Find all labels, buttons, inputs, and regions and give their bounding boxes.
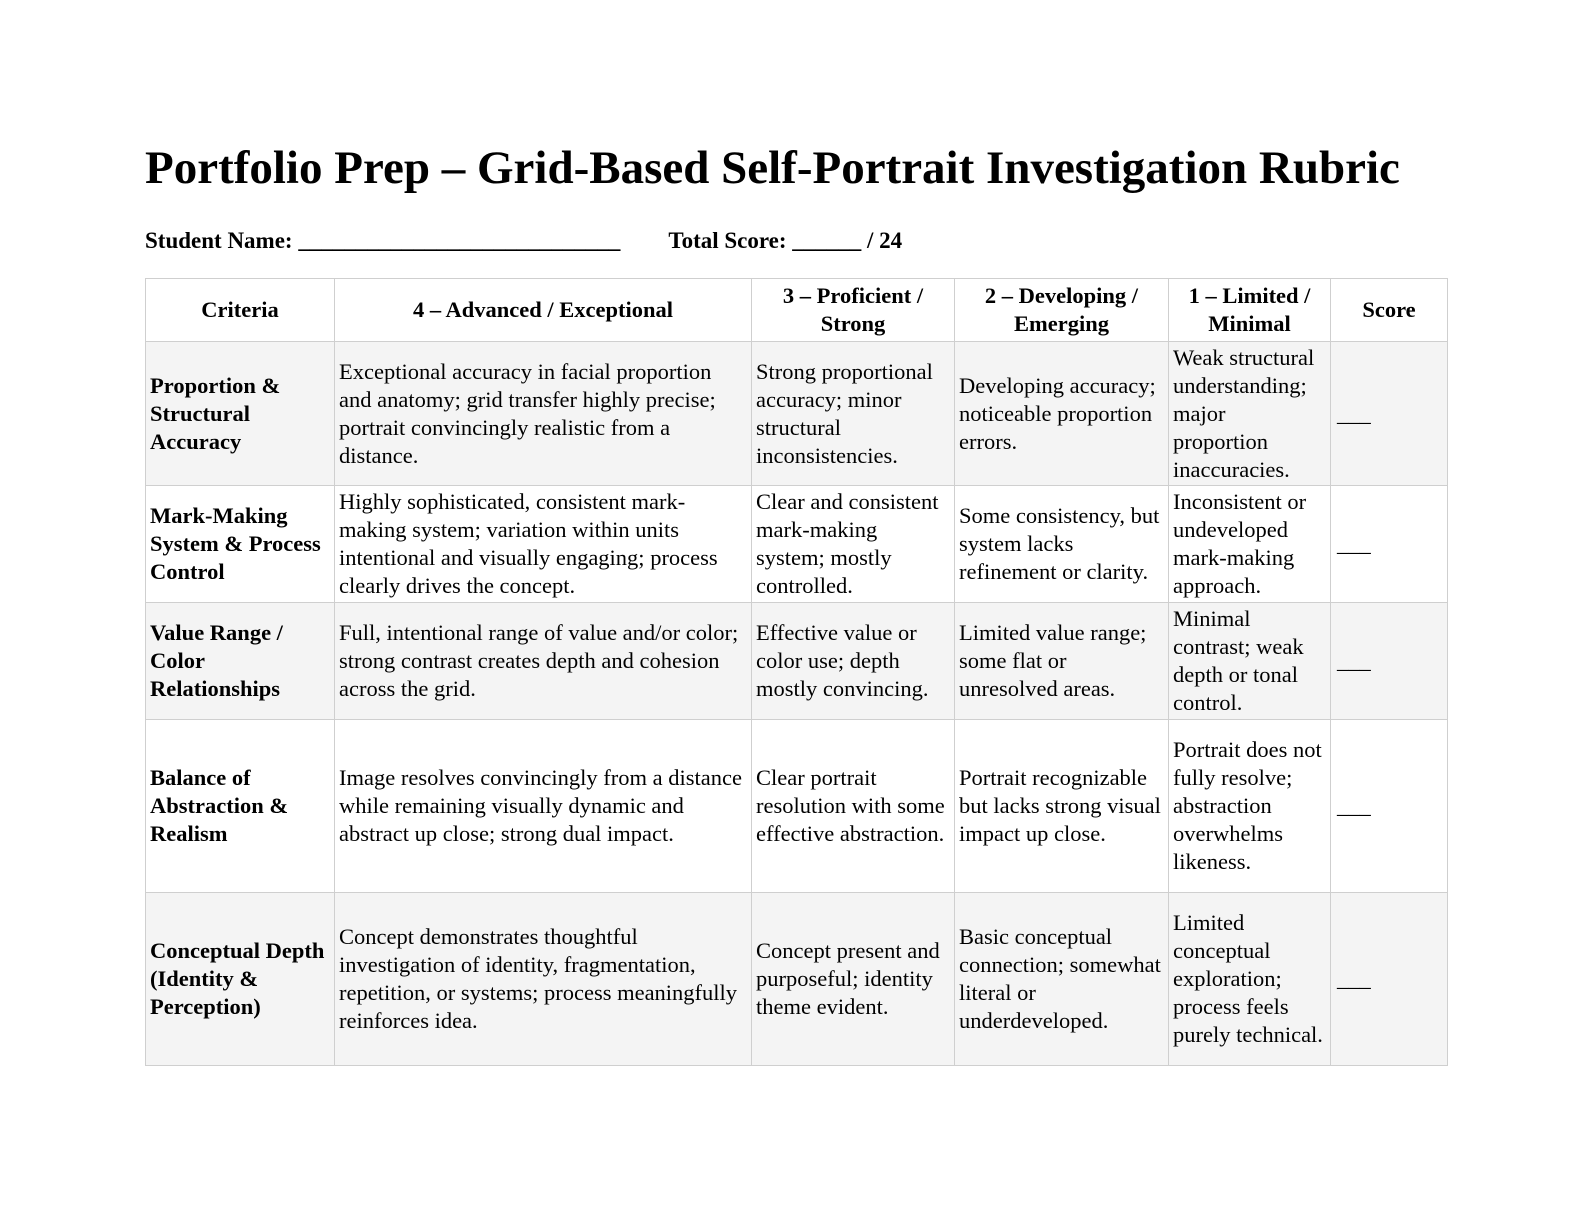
score-cell: ___ — [1331, 603, 1448, 720]
developing-cell: Developing accuracy; noticeable proportion errors. — [955, 342, 1169, 486]
advanced-cell: Highly sophisticated, consistent mark-making system; variation within units intentional and visually engaging; process clearly drives the concept. — [335, 486, 752, 603]
criteria-cell: Mark-Making System & Process Control — [146, 486, 335, 603]
total-score-field: Total Score: ______ / 24 — [668, 228, 903, 254]
rubric-table — [145, 278, 1448, 1066]
criteria-cell: Value Range / Color Relationships — [146, 603, 335, 720]
limited-cell: Inconsistent or undeveloped mark-making approach. — [1169, 486, 1331, 603]
page-title: Portfolio Prep – Grid-Based Self-Portrait Investigation Rubric — [145, 142, 1400, 194]
proficient-cell: Strong proportional accuracy; minor structural inconsistencies. — [752, 342, 955, 486]
developing-cell: Basic conceptual connection; somewhat literal or underdeveloped. — [955, 893, 1169, 1066]
score-cell: ___ — [1331, 342, 1448, 486]
developing-cell: Some consistency, but system lacks refinement or clarity. — [955, 486, 1169, 603]
limited-cell: Weak structural understanding; major proportion inaccuracies. — [1169, 342, 1331, 486]
developing-cell: Limited value range; some flat or unresolved areas. — [955, 603, 1169, 720]
score-cell: ___ — [1331, 486, 1448, 603]
proficient-cell: Clear portrait resolution with some effective abstraction. — [752, 720, 955, 893]
limited-cell: Portrait does not fully resolve; abstraction overwhelms likeness. — [1169, 720, 1331, 893]
table-row — [146, 720, 1448, 893]
column-header-limited: 1 – Limited / Minimal — [1169, 279, 1331, 342]
table-row — [146, 603, 1448, 720]
table-row — [146, 486, 1448, 603]
criteria-cell: Conceptual Depth (Identity & Perception) — [146, 893, 335, 1066]
header-fields — [145, 228, 1447, 254]
table-row — [146, 893, 1448, 1066]
score-cell: ___ — [1331, 720, 1448, 893]
table-row — [146, 342, 1448, 486]
criteria-cell: Proportion & Structural Accuracy — [146, 342, 335, 486]
column-header-proficient: 3 – Proficient / Strong — [752, 279, 955, 342]
score-cell: ___ — [1331, 893, 1448, 1066]
criteria-cell: Balance of Abstraction & Realism — [146, 720, 335, 893]
proficient-cell: Effective value or color use; depth mostly convincing. — [752, 603, 955, 720]
column-header-criteria: Criteria — [146, 279, 335, 342]
developing-cell: Portrait recognizable but lacks strong visual impact up close. — [955, 720, 1169, 893]
column-header-score: Score — [1331, 279, 1448, 342]
limited-cell: Minimal contrast; weak depth or tonal control. — [1169, 603, 1331, 720]
limited-cell: Limited conceptual exploration; process feels purely technical. — [1169, 893, 1331, 1066]
proficient-cell: Concept present and purposeful; identity theme evident. — [752, 893, 955, 1066]
rubric-page — [145, 140, 1447, 1066]
column-header-advanced: 4 – Advanced / Exceptional — [335, 279, 752, 342]
table-header-row — [146, 279, 1448, 342]
student-name-field: Student Name: ____________________________ — [145, 228, 621, 254]
advanced-cell: Full, intentional range of value and/or color; strong contrast creates depth and cohesion across the grid. — [335, 603, 752, 720]
advanced-cell: Exceptional accuracy in facial proportion and anatomy; grid transfer highly precise; portrait convincingly realistic from a distance. — [335, 342, 752, 486]
proficient-cell: Clear and consistent mark-making system; mostly controlled. — [752, 486, 955, 603]
advanced-cell: Image resolves convincingly from a distance while remaining visually dynamic and abstract up close; strong dual impact. — [335, 720, 752, 893]
column-header-developing: 2 – Developing / Emerging — [955, 279, 1169, 342]
advanced-cell: Concept demonstrates thoughtful investigation of identity, fragmentation, repetition, or systems; process meaningfully reinforces idea. — [335, 893, 752, 1066]
